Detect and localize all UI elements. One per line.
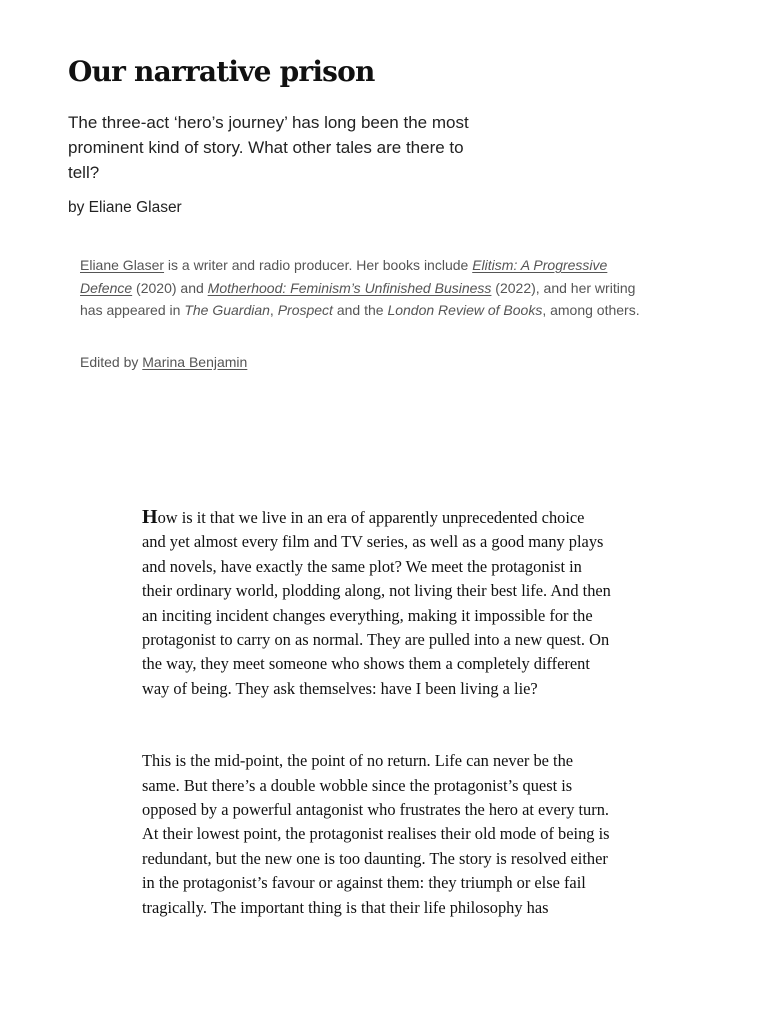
author-profile-link[interactable]: Eliane Glaser [80, 257, 165, 273]
publication-guardian: The Guardian [184, 302, 270, 318]
author-bio [80, 254, 640, 373]
bio-text-segment: , [269, 302, 278, 318]
editor-prefix: Edited by [80, 353, 143, 370]
editor-profile-link[interactable]: Marina Benjamin [142, 353, 248, 370]
article-header [68, 54, 668, 217]
paragraph-text: ow is it that we live in an era of apparently unprecedented choice and yet almost every film and TV series, as well as a good many plays and novels, have exactly the same plot? We meet the protagonist in their ordinary world, plodding along, not living their best life. And then an inciting incident changes everything, making it impossible for the protagonist to carry on as normal. They are pulled into a new quest. On the way, they meet someone who shows them a completely different way of being. They ask themselves: have I been living a lie? [142, 508, 611, 698]
bio-text-segment: (2022), and her writing has appeared in [80, 279, 636, 318]
book-link-motherhood[interactable] [208, 280, 492, 296]
book-title-motherhood: Motherhood: Feminism’s Unfinished Business [207, 279, 492, 296]
article-byline: by Eliane Glaser [68, 199, 182, 216]
drop-cap: H [142, 506, 158, 528]
bio-text-segment: (2020) and [132, 279, 208, 296]
publication-lrb: London Review of Books [387, 302, 543, 318]
body-paragraph [142, 505, 612, 701]
article-title: Our narrative prison [68, 55, 375, 88]
bio-text-segment: is a writer and radio producer. Her books include [164, 257, 473, 273]
bio-text-segment: , among others. [542, 302, 640, 318]
article-body [142, 505, 612, 920]
body-paragraph: This is the mid-point, the point of no return. Life can never be the same. But there’s a double wobble since the protagonist’s quest is opposed by a powerful antagonist who frustrates the hero at every turn. At their lowest point, the protagonist realises their old mode of being is redundant, but the new one is too daunting. The story is resolved either in the protagonist’s favour or against them: they triumph or else fail tragically. The important thing is that their life philosophy has [142, 751, 610, 917]
editor-credit [80, 351, 640, 374]
bio-text-segment: and the [332, 302, 388, 318]
article-standfirst: The three-act ‘hero’s journey’ has long been the most prominent kind of story. What other tales are there to tell? [68, 113, 469, 182]
author-bio-text [80, 254, 640, 322]
publication-prospect: Prospect [277, 302, 333, 318]
book-title-elitism: Elitism: A Progressive Defence [80, 257, 608, 296]
